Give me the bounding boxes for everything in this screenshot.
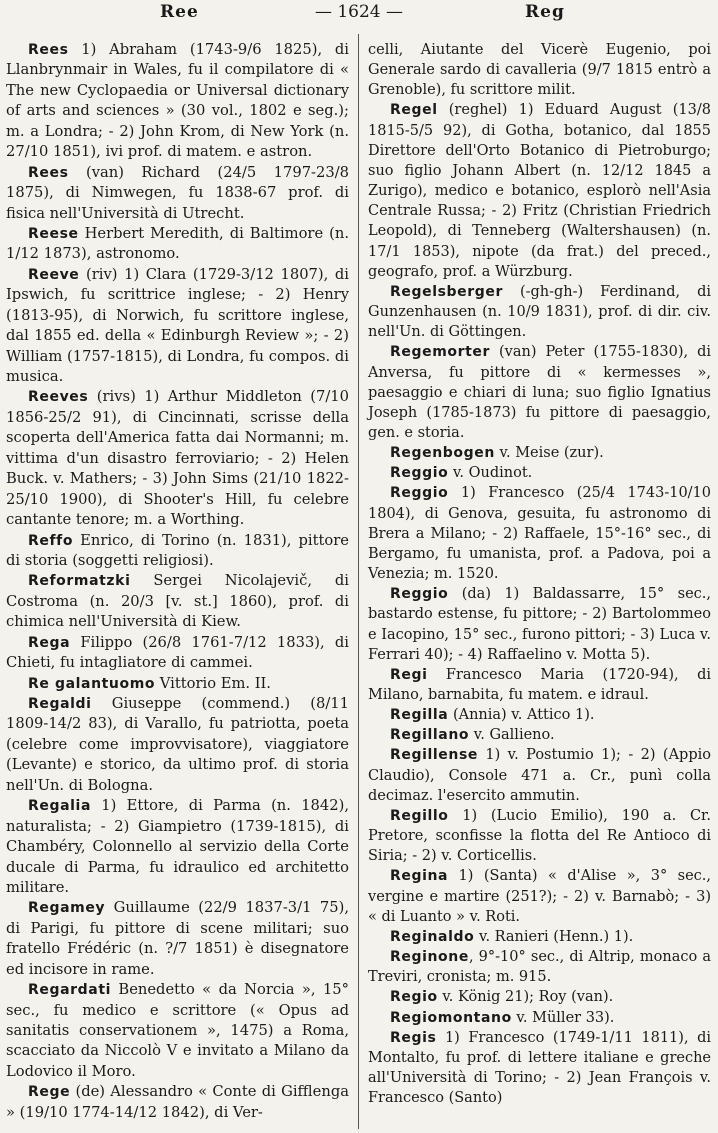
- entry-headword: Regio: [390, 989, 438, 1006]
- entry-text: celli, Aiutante del Vicerè Eugenio, poi Generale sardo di cavalleria (9/7 1815 entrò a Grenoble), fu scrittore milit.: [368, 42, 711, 99]
- entry-text: Francesco Maria (1720-94), di Milano, barnabita, fu matem. e idraul.: [368, 666, 711, 703]
- entry-text: Sergei Nicolajevič, di Costroma (n. 20/3 [v. st.] 1860), prof. di chimica nell'Università di Kiew.: [6, 572, 349, 631]
- entry-text: v. Gallieno.: [469, 727, 555, 744]
- entry-text: (Annia) v. Attico 1).: [448, 707, 595, 724]
- entry-headword: Re galantuomo: [28, 675, 156, 692]
- dictionary-entry: [368, 483, 711, 584]
- header-left-guide-word: Ree: [160, 2, 199, 22]
- entry-text: v. Ranieri (Henn.) 1).: [474, 928, 634, 945]
- entry-text: 1) Abraham (1743-9/6 1825), di Llanbrynmair in Wales, fu il compilatore di « The new Cyclopaedia or Universal dictionary of arts and sciences » (30 vol., 1802 e seg.); m. a Londra; - 2) John Krom, di New York (n. 27/10 1851), ivi prof. di matem. e astron.: [6, 41, 349, 161]
- entry-text: 1) Francesco (25/4 1743-10/10 1804), di Genova, gesuita, fu astronomo di Brera a Milano; - 2) Raffaele, 15°-16° sec., di Bergamo, fu umanista, prof. a Padova, poi a Venezia; m. 1520.: [368, 485, 711, 583]
- dictionary-entry: [368, 282, 711, 342]
- dictionary-entry: [368, 463, 711, 483]
- entry-text: (-gh-gh-) Ferdinand, di Gunzenhausen (n. 10/9 1831), prof. di dir. civ. nell'Un. di Göttingen.: [368, 283, 711, 341]
- entry-text: Filippo (26/8 1761-7/12 1833), di Chieti, fu intagliatore di cammei.: [6, 633, 349, 672]
- entry-headword: Regamey: [28, 900, 106, 917]
- entry-headword: Regilla: [390, 707, 449, 724]
- entry-headword: Regalia: [28, 798, 91, 815]
- dictionary-entry: [6, 163, 349, 224]
- entry-headword: Rege: [28, 1084, 71, 1101]
- entry-text: v. Oudinot.: [448, 465, 533, 482]
- right-column: [368, 40, 711, 1108]
- dictionary-entry: [368, 806, 711, 866]
- dictionary-entry: [6, 980, 349, 1082]
- entry-text: 1) (Lucio Emilio), 190 a. Cr. Pretore, sconfisse la flotta del Re Antioco di Siria; - 2) v. Corticellis.: [368, 807, 711, 865]
- dictionary-entry: [6, 387, 349, 530]
- entry-text: , 9°-10° sec., di Altrip, monaco a Treviri, cronista; m. 915.: [368, 949, 711, 986]
- entry-headword: Regenbogen: [390, 445, 495, 462]
- entry-text: (de) Alessandro « Conte di Gifflenga » (19/10 1774-14/12 1842), di Ver-: [6, 1083, 349, 1121]
- left-column: [6, 40, 349, 1123]
- dictionary-entry: [368, 745, 711, 805]
- dictionary-entry: [368, 725, 711, 745]
- entry-text: Herbert Meredith, di Baltimore (n. 1/12 1873), astronomo.: [6, 224, 349, 263]
- entry-headword: Regel: [390, 102, 438, 119]
- entry-headword: Reformatzki: [28, 573, 131, 590]
- dictionary-entry: [368, 443, 711, 463]
- dictionary-entry: [368, 927, 711, 947]
- dictionary-entry: [6, 898, 349, 980]
- entry-text: 1) (Santa) « d'Alise », 3° sec., vergine e martire (251?); - 2) v. Barnabò; - 3) « di Luanto » v. Roti.: [368, 868, 711, 925]
- dictionary-entry: [368, 987, 711, 1007]
- entry-headword: Reginaldo: [390, 928, 475, 945]
- entry-text: (riv) 1) Clara (1729-3/12 1807), di Ipswich, fu scrittrice inglese; - 2) Henry (1813-95), di Norwich, fu scrittore inglese, dal 1855 ed. della « Edinburgh Review »; - 2) William (1757-1815), di Londra, fu compos. di musica.: [6, 265, 349, 385]
- entry-headword: Regaldi: [28, 696, 92, 712]
- dictionary-entry: [6, 694, 349, 796]
- entry-headword: Reggio: [390, 465, 449, 482]
- dictionary-entry: [6, 224, 349, 265]
- entry-text: (van) Peter (1755-1830), di Anversa, fu pittore di « kermesses », paesaggio e chiari di luna; suo figlio Ignatius Joseph (1785-1873) fu pittore di paesaggio, gen. e storia.: [368, 344, 711, 441]
- dictionary-entry: [368, 100, 711, 281]
- entry-headword: Reese: [28, 225, 79, 242]
- dictionary-entry: [368, 584, 711, 665]
- entry-headword: Reeve: [28, 266, 80, 283]
- dictionary-entry: [6, 1082, 349, 1123]
- entry-headword: Regina: [390, 868, 449, 885]
- dictionary-entry: [368, 40, 711, 100]
- entry-headword: Regillano: [390, 727, 470, 744]
- dictionary-entry: [368, 705, 711, 725]
- entry-headword: Rees: [28, 164, 69, 181]
- entry-headword: Regillo: [390, 807, 449, 824]
- header-right-guide-word: Reg: [525, 2, 565, 22]
- dictionary-entry: [6, 796, 349, 898]
- entry-headword: Rees: [28, 42, 69, 58]
- entry-headword: Reggio: [390, 485, 449, 502]
- entry-text: Guillaume (22/9 1837-3/1 75), di Parigi, fu pittore di scene militari; suo fratello Frédéric (n. ?/7 1851) è disegnatore ed incisore in rame.: [6, 899, 349, 978]
- entry-text: v. Meise (zur).: [494, 445, 604, 462]
- entry-text: Vittorio Em. II.: [155, 674, 271, 692]
- entry-headword: Regillense: [390, 747, 478, 764]
- entry-text: Benedetto « da Norcia », 15° sec., fu medico e scrittore (« Opus ad sanitatis conservationem », 1475) a Roma, scacciato da Niccolò V e invitato a Milano da Lodovico il Moro.: [6, 981, 349, 1080]
- entry-text: (da) 1) Baldassarre, 15° sec., bastardo estense, fu pittore; - 2) Bartolommeo e Iacopino, 15° sec., furono pittori; - 3) Luca v. Ferrari 40); - 4) Raffaelino v. Motta 5).: [368, 586, 711, 663]
- entry-text: 1) Ettore, di Parma (n. 1842), naturalista; - 2) Giampietro (1739-1815), di Chambéry, Colonnello al servizio della Corte ducale di Parma, fu idraulico ed architetto militare.: [6, 797, 349, 896]
- entry-headword: Regemorter: [390, 344, 490, 361]
- entry-text: v. König 21); Roy (van).: [437, 989, 614, 1006]
- dictionary-entry: [6, 265, 349, 388]
- entry-headword: Reggio: [390, 586, 449, 603]
- dictionary-entry: [368, 665, 711, 705]
- entry-text: (reghel) 1) Eduard August (13/8 1815-5/5 92), di Gotha, botanico, dal 1855 Direttore dell'Orto Botanico di Pietroburgo; suo figlio Johann Albert (n. 12/12 1845 a Zurigo), medico e botanico, esplorò nell'Asia Centrale Russa; - 2) Fritz (Christian Friedrich Leopold), di Tenneberg (Waltershausen) (n. 17/1 1853), nipote (da frat.) del preced., geografo, prof. a Würzburg.: [368, 102, 711, 280]
- dictionary-entry: [368, 866, 711, 926]
- page-header: [0, 2, 718, 26]
- entry-text: Giuseppe (commend.) (8/11 1809-14/2 83), di Varallo, fu patriotta, poeta (celebre come improvvisatore), viaggiatore (Levante) e storico, da ultimo prof. di storia nell'Un. di Bologna.: [6, 695, 349, 794]
- dictionary-entry: [6, 674, 349, 694]
- dictionary-entry: [6, 633, 349, 674]
- entry-headword: Regelsberger: [390, 283, 503, 300]
- dictionary-entry: [368, 342, 711, 443]
- entry-headword: Regiomontano: [390, 1009, 512, 1026]
- entry-text: (rivs) 1) Arthur Middleton (7/10 1856-25/2 91), di Cincinnati, scrisse della scoperta dell'America fatta dai Normanni; m. vittima d'un disastro ferroviario; - 2) Helen Buck. v. Mathers; - 3) John Sims (21/10 1822-25/10 1900), di Shooter's Hill, fu celebre cantante tenore; m. a Worthing.: [6, 388, 349, 529]
- entry-headword: Reffo: [28, 532, 74, 549]
- dictionary-entry: [6, 571, 349, 632]
- column-divider: [358, 34, 359, 1129]
- entry-headword: Rega: [28, 634, 71, 651]
- entry-text: (van) Richard (24/5 1797-23/8 1875), di Nimwegen, fu 1838-67 prof. di fisica nell'Università di Utrecht.: [6, 163, 349, 222]
- page-number: — 1624 —: [314, 2, 404, 22]
- dictionary-entry: [368, 1028, 711, 1109]
- entry-headword: Reeves: [28, 389, 89, 406]
- dictionary-entry: [6, 531, 349, 572]
- dictionary-entry: [6, 40, 349, 163]
- entry-text: 1) Francesco (1749-1/11 1811), di Montalto, fu prof. di lettere italiane e greche all'Università di Torino; - 2) Jean François v. Francesco (Santo): [368, 1029, 711, 1107]
- entry-headword: Regardati: [28, 982, 112, 999]
- entry-text: Enrico, di Torino (n. 1831), pittore di storia (soggetti religiosi).: [6, 531, 349, 569]
- entry-headword: Regi: [390, 666, 428, 683]
- dictionary-entry: [368, 1008, 711, 1028]
- entry-text: 1) v. Postumio 1); - 2) (Appio Claudio), Console 471 a. Cr., punì colla decimaz. l'esercito ammutin.: [368, 747, 711, 804]
- entry-text: v. Müller 33).: [511, 1009, 615, 1026]
- dictionary-entry: [368, 947, 711, 987]
- entry-headword: Reginone: [390, 949, 469, 966]
- entry-headword: Regis: [390, 1029, 437, 1046]
